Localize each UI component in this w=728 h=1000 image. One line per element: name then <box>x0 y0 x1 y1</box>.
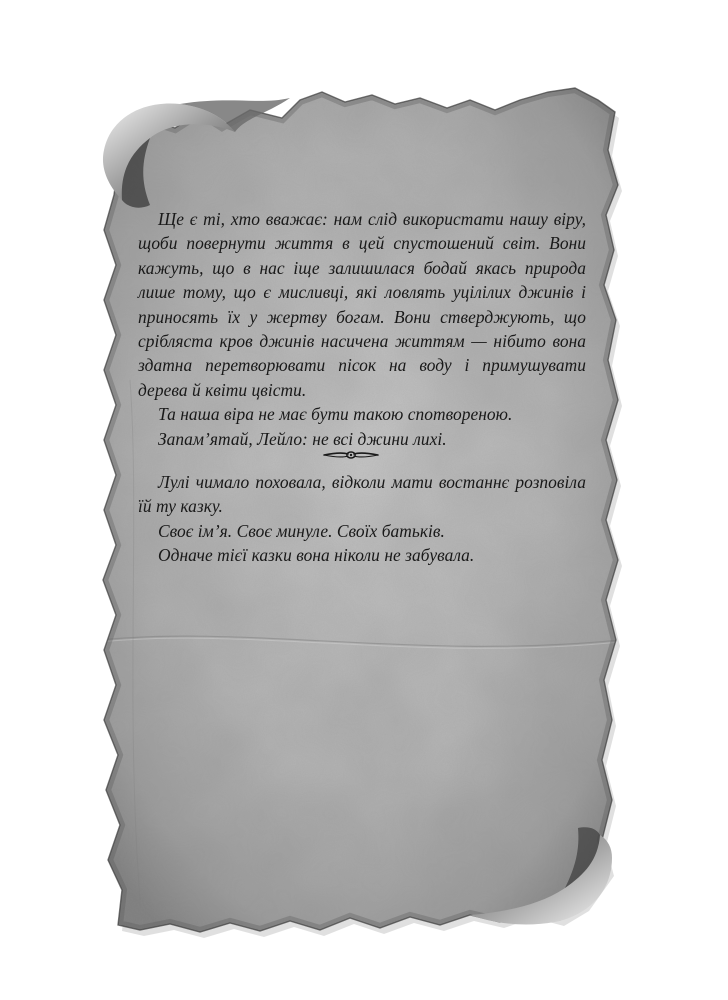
paragraph-never-forgot: Одначе тієї казки вона ніколи не забувала. <box>158 545 475 566</box>
paragraph-name-past-parents: Своє ім’я. Своє минуле. Своїх батьків. <box>158 520 445 541</box>
paragraph-legend-believers: Ще є ті, хто вважає: нам слід використати нашу віру, щоби повернути життя в цей спустошений світ. Вони кажуть, що в нас іще залишилася бодай якась природа лише тому, що є мисливці, які ловлять уцілілих джинів і приносять їх у жертву богам. Вони стверджують, що срібляста кров джинів насичена життям — нібито вона здатна перетворювати пісок на воду і примушувати дерева й квіти цвісти. <box>138 209 586 400</box>
paragraph-luli-buried: Лулі чимало поховала, відколи мати востаннє розповіла їй ту казку. <box>138 472 586 517</box>
passage-one <box>138 207 586 451</box>
paragraph-remember-leila: Запам’ятай, Лейло: не всі джини лихі. <box>158 428 447 449</box>
ornamental-flourish-icon <box>322 446 380 464</box>
passage-two <box>138 470 586 568</box>
paragraph-faith-not-distorted: Та наша віра не має бути такою спотвореною. <box>158 404 513 425</box>
